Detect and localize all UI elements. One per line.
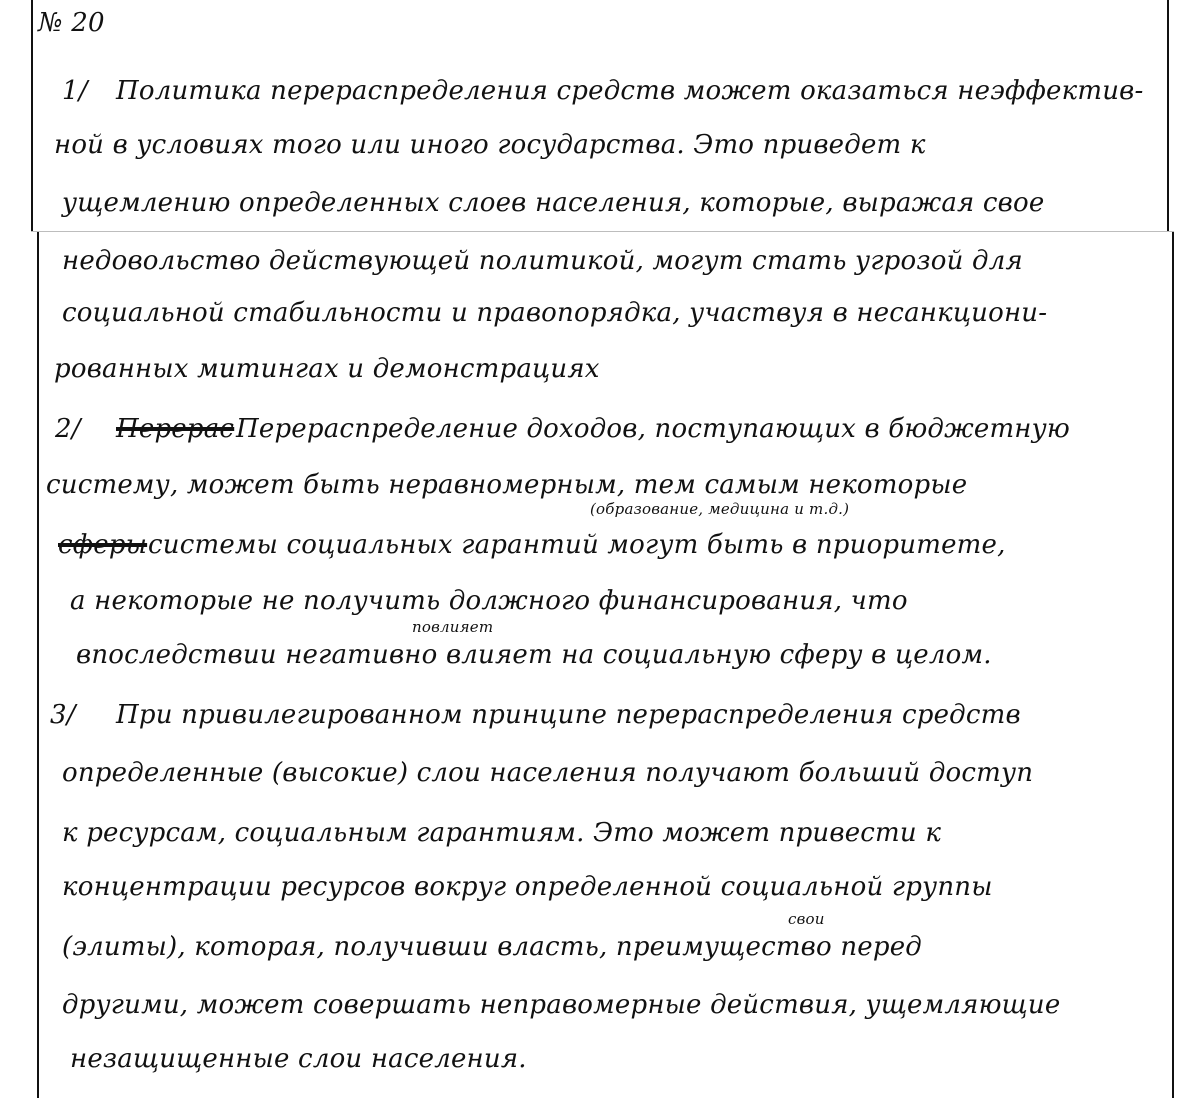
paragraph-1-line-3: ущемлению определенных слоев населения, которые, выражая свое [62,188,1045,218]
paragraph-3-line-5: (элиты), которая, получивши власть, преимущество перед [62,932,922,962]
paragraph-3-line-6: другими, может совершать неправомерные действия, ущемляющие [62,990,1061,1020]
insertion-above-line: (образование, медицина и т.д.) [590,500,850,518]
paragraph-3-line-4: концентрации ресурсов вокруг определенной социальной группы [62,872,993,902]
left-margin-rule-top [31,0,33,232]
paragraph-1-line-4: недовольство действующей политикой, могут стать угрозой для [62,246,1023,276]
insertion-above-word: повлияет [412,618,494,636]
paragraph-2-line-2: систему, может быть неравномерным, тем самым некоторые [46,470,968,500]
paragraph-1-marker: 1/ [62,76,88,106]
paragraph-3-line-1: При привилегированном принципе перераспределения средств [116,700,1021,730]
paragraph-3-line-3: к ресурсам, социальным гарантиям. Это может привести к [62,818,942,848]
paragraph-2-line-3: системы социальных гарантий могут быть в приоритете, [148,530,1006,560]
paragraph-2-line-1: Перераспределение доходов, поступающих в бюджетную [236,414,1071,444]
paragraph-1-line-2: ной в условиях того или иного государства. Это приведет к [54,130,926,160]
paragraph-2-line-4: а некоторые не получить должного финансирования, что [70,586,908,616]
paragraph-3-line-7: незащищенные слои населения. [70,1044,527,1074]
struck-word: Перерас [116,414,235,444]
insertion-svoi: свои [788,910,825,928]
paragraph-1-line-5: социальной стабильности и правопорядка, участвуя в несанкциони- [62,298,1048,328]
paragraph-3-line-2: определенные (высокие) слои населения получают больший доступ [62,758,1034,788]
paragraph-2-marker: 2/ [55,414,81,444]
paragraph-1-line-1: Политика перераспределения средств может оказаться неэффектив- [116,76,1144,106]
struck-word-2: сферы [58,530,148,560]
paragraph-3-marker: 3/ [50,700,76,730]
paragraph-2-line-5: впоследствии негативно влияет на социальную сферу в целом. [76,640,992,670]
right-margin-rule-top [1167,0,1169,232]
page-number: № 20 [38,8,105,38]
page-seam [31,231,1174,232]
paragraph-1-line-6: рованных митингах и демонстрациях [54,354,600,384]
left-margin-rule-bottom [37,232,39,1098]
right-margin-rule-bottom [1172,232,1174,1098]
